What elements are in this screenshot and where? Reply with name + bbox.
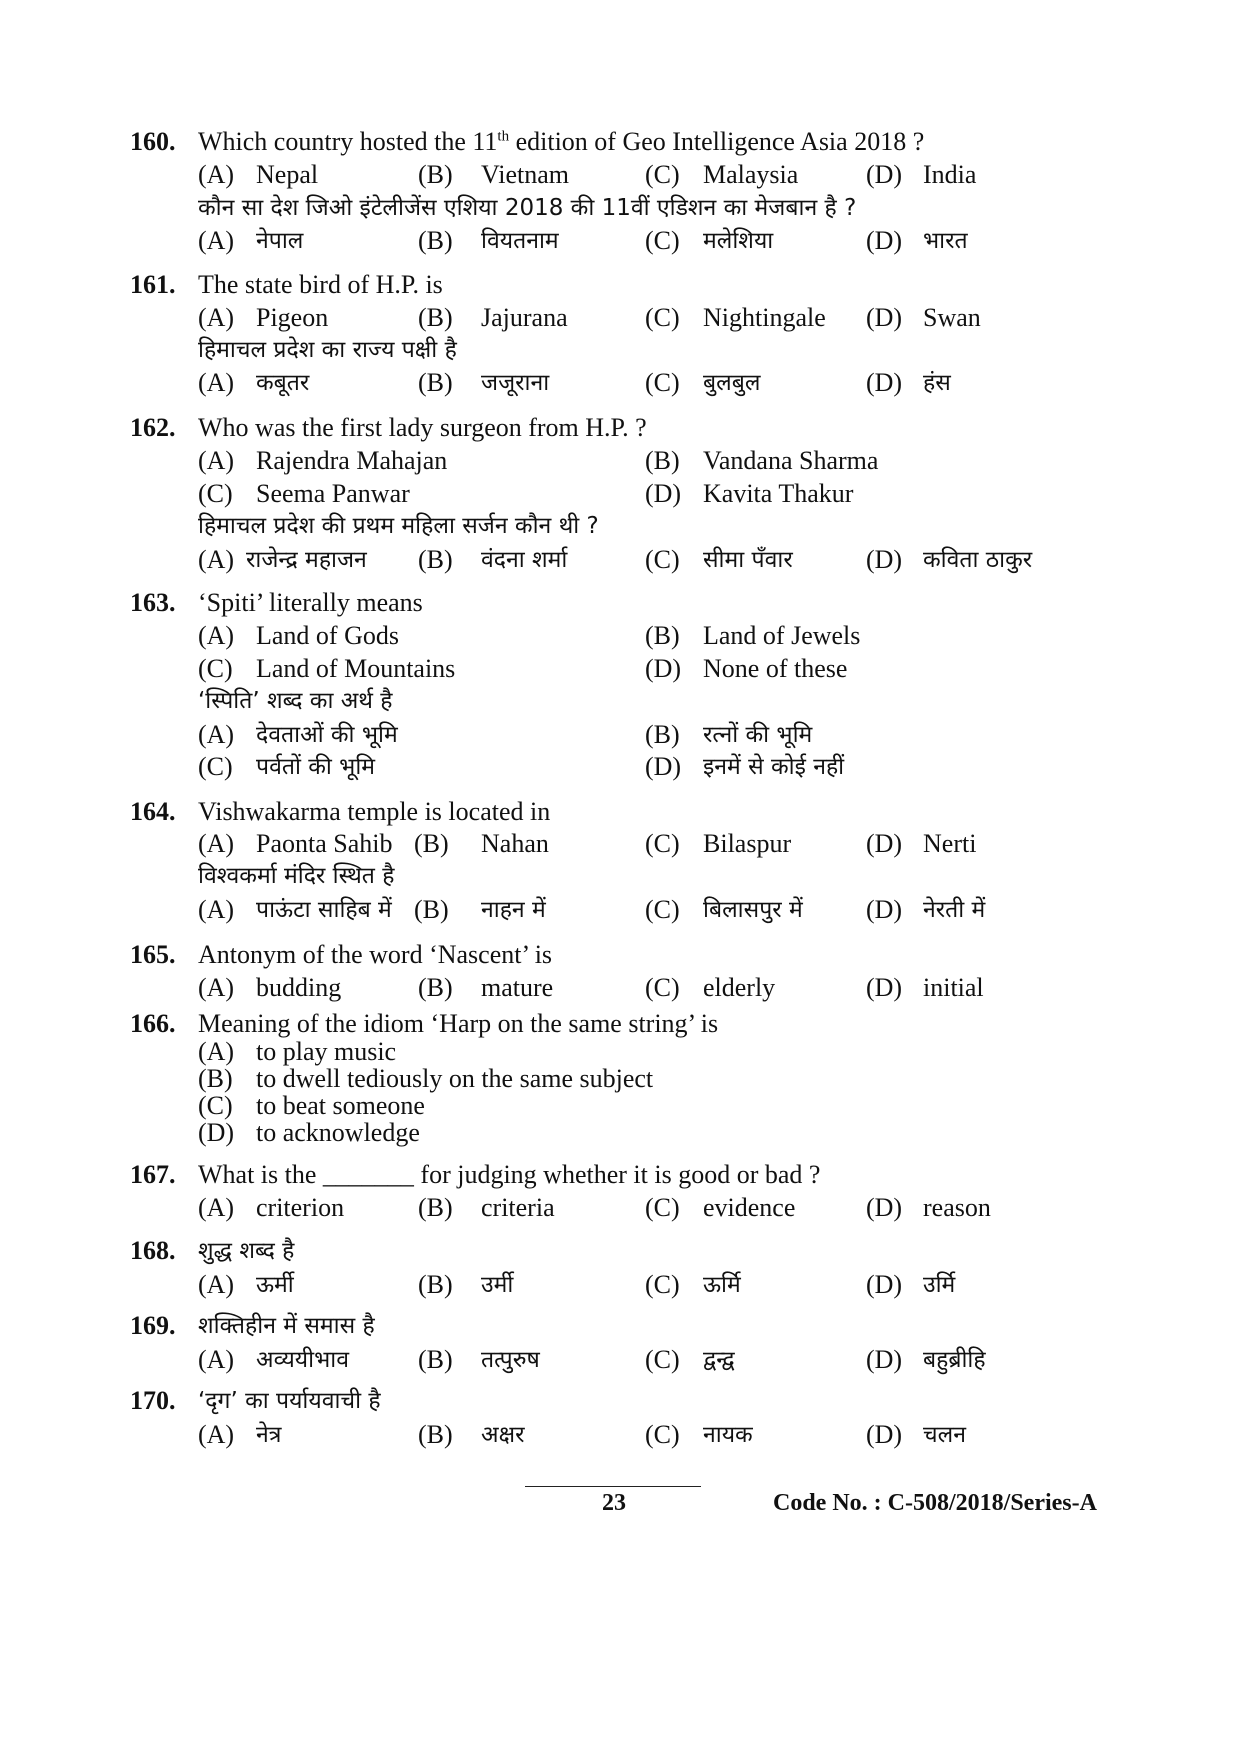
option-label-c: (C) [645, 1270, 680, 1299]
hindi-option-label-d: (D) [866, 545, 903, 574]
hindi-option-text-c: बिलासपुर में [703, 897, 803, 923]
option-text-b: Vandana Sharma [703, 446, 879, 475]
option-label-d: (D) [866, 1270, 903, 1299]
option-text-a: budding [256, 973, 342, 1002]
option-label-a: (A) [198, 446, 235, 475]
option-label-a: (A) [198, 303, 235, 332]
hindi-option-text-a: पाऊंटा साहिब में [256, 897, 392, 923]
hindi-option-text-d: नेरती में [923, 897, 986, 923]
hindi-option-text-c: बुलबुल [703, 370, 761, 396]
option-label-c: (C) [645, 829, 680, 858]
option-label-c: (C) [645, 160, 680, 189]
option-label-a: (A) [198, 1037, 235, 1066]
option-label-b: (B) [645, 621, 680, 650]
question-number: 169. [130, 1311, 176, 1340]
option-label-b: (B) [418, 1193, 453, 1222]
question-number: 164. [130, 797, 176, 826]
option-text-a: अव्ययीभाव [256, 1347, 349, 1373]
option-text-d: उर्मि [923, 1272, 956, 1298]
option-label-b: (B) [418, 1270, 453, 1299]
question-number: 161. [130, 270, 176, 299]
option-text-d: Kavita Thakur [703, 479, 854, 508]
option-text-a: to play music [256, 1037, 397, 1066]
option-label-b: (B) [414, 829, 449, 858]
option-text-b: criteria [481, 1193, 555, 1222]
question-text-part: Which country hosted the 11 [198, 127, 498, 156]
option-label-c: (C) [645, 973, 680, 1002]
option-label-d: (D) [866, 1420, 903, 1449]
question-number: 168. [130, 1236, 176, 1265]
hindi-question-text: ‘स्पिति’ शब्द का अर्थ है [198, 688, 393, 714]
option-label-b: (B) [418, 160, 453, 189]
option-text-d: Swan [923, 303, 981, 332]
option-label-d: (D) [198, 1118, 235, 1147]
question-text: Who was the first lady surgeon from H.P. ? [198, 413, 647, 442]
hindi-option-label-a: (A) [198, 368, 235, 397]
hindi-question-text: विश्वकर्मा मंदिर स्थित है [198, 863, 395, 889]
option-text-c: द्वन्द्व [703, 1347, 735, 1373]
option-text-c: Malaysia [703, 160, 799, 189]
option-label-d: (D) [645, 654, 682, 683]
question-number: 166. [130, 1009, 176, 1038]
hindi-option-text-c: मलेशिया [703, 228, 774, 254]
hindi-option-label-a: (A) [198, 720, 235, 749]
option-text-a: Land of Gods [256, 621, 399, 650]
option-text-c: elderly [703, 973, 776, 1002]
option-text-c: Land of Mountains [256, 654, 456, 683]
option-text-a: Pigeon [256, 303, 329, 332]
hindi-option-label-b: (B) [418, 545, 453, 574]
option-label-c: (C) [645, 303, 680, 332]
hindi-option-label-b: (B) [418, 368, 453, 397]
option-label-c: (C) [645, 1193, 680, 1222]
option-label-b: (B) [418, 303, 453, 332]
question-text: What is the _______ for judging whether it is good or bad ? [198, 1160, 821, 1189]
hindi-option-label-d: (D) [645, 752, 682, 781]
option-label-a: (A) [198, 829, 235, 858]
hindi-option-label-c: (C) [645, 545, 680, 574]
option-text-a: ऊर्मी [256, 1272, 294, 1298]
option-text-d: चलन [923, 1422, 966, 1448]
question-number: 170. [130, 1386, 176, 1415]
hindi-option-text-d: कविता ठाकुर [923, 547, 1033, 573]
hindi-question-text: कौन सा देश जिओ इंटेलीजेंस एशिया 2018 की 11वीं एडिशन का मेजबान है ? [198, 195, 857, 221]
option-text-b: Nahan [481, 829, 549, 858]
hindi-option-label-d: (D) [866, 368, 903, 397]
option-label-b: (B) [418, 973, 453, 1002]
option-label-b: (B) [198, 1064, 233, 1093]
hindi-option-label-c: (C) [645, 226, 680, 255]
question-number: 160. [130, 127, 176, 156]
option-label-c: (C) [198, 654, 233, 683]
question-text: ‘Spiti’ literally means [198, 588, 423, 617]
option-label-d: (D) [866, 1193, 903, 1222]
question-text [198, 127, 924, 157]
hindi-option-label-b: (B) [418, 226, 453, 255]
code-number: Code No. : C-508/2018/Series-A [773, 1490, 1097, 1516]
hindi-option-label-a: (A) [198, 226, 235, 255]
option-text-b: अक्षर [481, 1422, 525, 1448]
hindi-option-text-b: वियतनाम [481, 228, 559, 254]
option-label-d: (D) [866, 160, 903, 189]
option-text-b: उर्मी [481, 1272, 514, 1298]
question-text: ‘दृग’ का पर्यायवाची है [198, 1388, 381, 1414]
hindi-option-label-d: (D) [866, 895, 903, 924]
hindi-option-text-d: भारत [923, 228, 968, 254]
option-text-b: तत्पुरुष [481, 1347, 540, 1373]
option-text-c: Seema Panwar [256, 479, 410, 508]
option-label-d: (D) [866, 829, 903, 858]
option-text-a: नेत्र [256, 1422, 282, 1448]
hindi-option-text-b: नाहन में [481, 897, 546, 923]
option-label-a: (A) [198, 621, 235, 650]
hindi-option-label-c: (C) [645, 368, 680, 397]
hindi-option-label-c: (C) [645, 895, 680, 924]
option-label-a: (A) [198, 1270, 235, 1299]
option-label-c: (C) [645, 1420, 680, 1449]
hindi-option-text-b: वंदना शर्मा [481, 547, 568, 573]
option-text-c: Nightingale [703, 303, 826, 332]
option-label-b: (B) [418, 1345, 453, 1374]
question-text: Vishwakarma temple is located in [198, 797, 551, 826]
option-label-a: (A) [198, 1345, 235, 1374]
option-text-a: Rajendra Mahajan [256, 446, 448, 475]
question-text: The state bird of H.P. is [198, 270, 443, 299]
option-text-b: to dwell tediously on the same subject [256, 1064, 654, 1093]
question-number: 163. [130, 588, 176, 617]
question-text-part: edition of Geo Intelligence Asia 2018 ? [509, 127, 925, 156]
option-label-c: (C) [198, 1091, 233, 1120]
option-label-a: (A) [198, 973, 235, 1002]
option-text-c: to beat someone [256, 1091, 425, 1120]
option-text-d: initial [923, 973, 984, 1002]
option-text-b: Vietnam [481, 160, 569, 189]
page-number: 23 [602, 1490, 626, 1516]
option-text-d: बहुब्रीहि [923, 1347, 986, 1373]
option-text-a: Nepal [256, 160, 319, 189]
hindi-option-text-d: इनमें से कोई नहीं [703, 754, 845, 780]
option-label-b: (B) [418, 1420, 453, 1449]
option-label-c: (C) [198, 479, 233, 508]
option-text-c: evidence [703, 1193, 796, 1222]
option-text-d: Nerti [923, 829, 977, 858]
option-text-d: to acknowledge [256, 1118, 420, 1147]
hindi-question-text: हिमाचल प्रदेश का राज्य पक्षी है [198, 337, 457, 363]
hindi-option-text-a: देवताओं की भूमि [256, 722, 398, 748]
hindi-option-text-c: पर्वतों की भूमि [256, 754, 376, 780]
hindi-option-text-c: सीमा पँवार [703, 547, 793, 573]
hindi-option-label-a: (A) [198, 895, 235, 924]
question-number: 162. [130, 413, 176, 442]
option-text-d: None of these [703, 654, 848, 683]
option-label-c: (C) [645, 1345, 680, 1374]
hindi-option-text-d: हंस [923, 370, 951, 396]
option-text-c: ऊर्मि [703, 1272, 741, 1298]
question-number: 167. [130, 1160, 176, 1189]
option-text-a: criterion [256, 1193, 345, 1222]
option-label-d: (D) [866, 303, 903, 332]
option-text-c: नायक [703, 1422, 753, 1448]
hindi-option-text-a: नेपाल [256, 228, 304, 254]
option-text-d: India [923, 160, 977, 189]
question-text: Antonym of the word ‘Nascent’ is [198, 940, 553, 969]
question-text: शुद्ध शब्द है [198, 1238, 295, 1264]
option-text-c: Bilaspur [703, 829, 792, 858]
hindi-option-label-a: (A) [198, 545, 235, 574]
hindi-question-text: हिमाचल प्रदेश की प्रथम महिला सर्जन कौन थी ? [198, 513, 599, 539]
superscript: th [497, 128, 510, 145]
option-text-b: Land of Jewels [703, 621, 861, 650]
option-text-b: Jajurana [481, 303, 568, 332]
option-label-d: (D) [866, 973, 903, 1002]
hindi-option-label-c: (C) [198, 752, 233, 781]
question-number: 165. [130, 940, 176, 969]
option-text-d: reason [923, 1193, 991, 1222]
hindi-option-label-b: (B) [414, 895, 449, 924]
option-label-a: (A) [198, 160, 235, 189]
hindi-option-text-b: रत्नों की भूमि [703, 722, 813, 748]
question-text: शक्तिहीन में समास है [198, 1313, 375, 1339]
hindi-option-text-a: राजेन्द्र महाजन [246, 547, 367, 573]
option-text-b: mature [481, 973, 554, 1002]
option-label-d: (D) [645, 479, 682, 508]
footer-divider [525, 1486, 701, 1487]
question-text: Meaning of the idiom ‘Harp on the same string’ is [198, 1009, 719, 1038]
option-label-b: (B) [645, 446, 680, 475]
option-label-a: (A) [198, 1193, 235, 1222]
hindi-option-text-b: जजूराना [481, 370, 550, 396]
hindi-option-label-d: (D) [866, 226, 903, 255]
option-label-a: (A) [198, 1420, 235, 1449]
hindi-option-text-a: कबूतर [256, 370, 310, 396]
option-label-d: (D) [866, 1345, 903, 1374]
hindi-option-label-b: (B) [645, 720, 680, 749]
option-text-a: Paonta Sahib [256, 829, 393, 858]
